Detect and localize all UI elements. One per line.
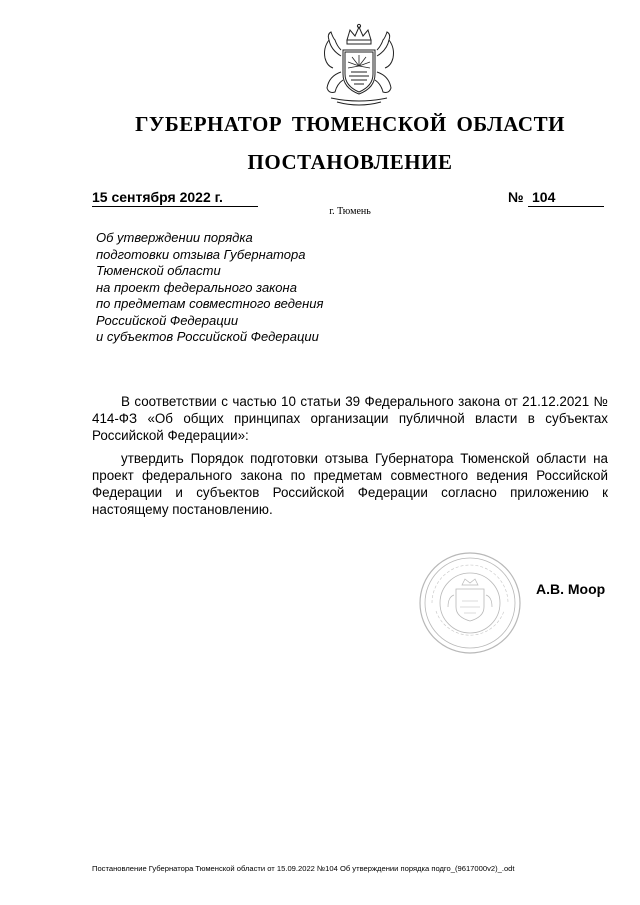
coat-of-arms-icon — [317, 22, 401, 110]
subject-line: Российской Федерации — [96, 312, 239, 328]
subject-line: и субъектов Российской Федерации — [96, 329, 319, 344]
page-footer: Постановление Губернатора Тюменской области от 15.09.2022 №104 Об утверждении порядка подго_(9617000v2)_.odt — [92, 864, 515, 873]
document-number: 104 — [528, 188, 604, 207]
org-title: ГУБЕРНАТОР ТЮМЕНСКОЙ ОБЛАСТИ — [135, 112, 565, 136]
document-number-label: № — [508, 189, 524, 205]
subject-line: Тюменской области — [96, 263, 221, 278]
body-paragraph-2: утвердить Порядок подготовки отзыва Губернатора Тюменской области на проект федерального закона по предметам совместного ведения Российской Федерации и субъектов Российской Федерации согласно приложению к настоящему постановлению. — [92, 451, 608, 517]
official-seal-icon — [418, 551, 522, 655]
signature-name: А.В. Моор — [536, 581, 606, 597]
doc-type-title: ПОСТАНОВЛЕНИЕ — [247, 150, 453, 174]
subject-line: Об утверждении порядка — [96, 230, 253, 245]
document-city: г. Тюмень — [329, 206, 371, 217]
subject-line: на проект федерального закона — [96, 279, 297, 295]
document-date: 15 сентября 2022 г. — [92, 188, 258, 207]
subject-line: по предметам совместного ведения — [96, 296, 324, 311]
body-paragraph-1: В соответствии с частью 10 статьи 39 Федерального закона от 21.12.2021 № 414-ФЗ «Об общих принципах организации публичной власти в субъектах Российской Федерации»: — [92, 394, 608, 443]
subject-line: подготовки отзыва Губернатора — [96, 246, 306, 262]
document-subject — [96, 230, 426, 346]
